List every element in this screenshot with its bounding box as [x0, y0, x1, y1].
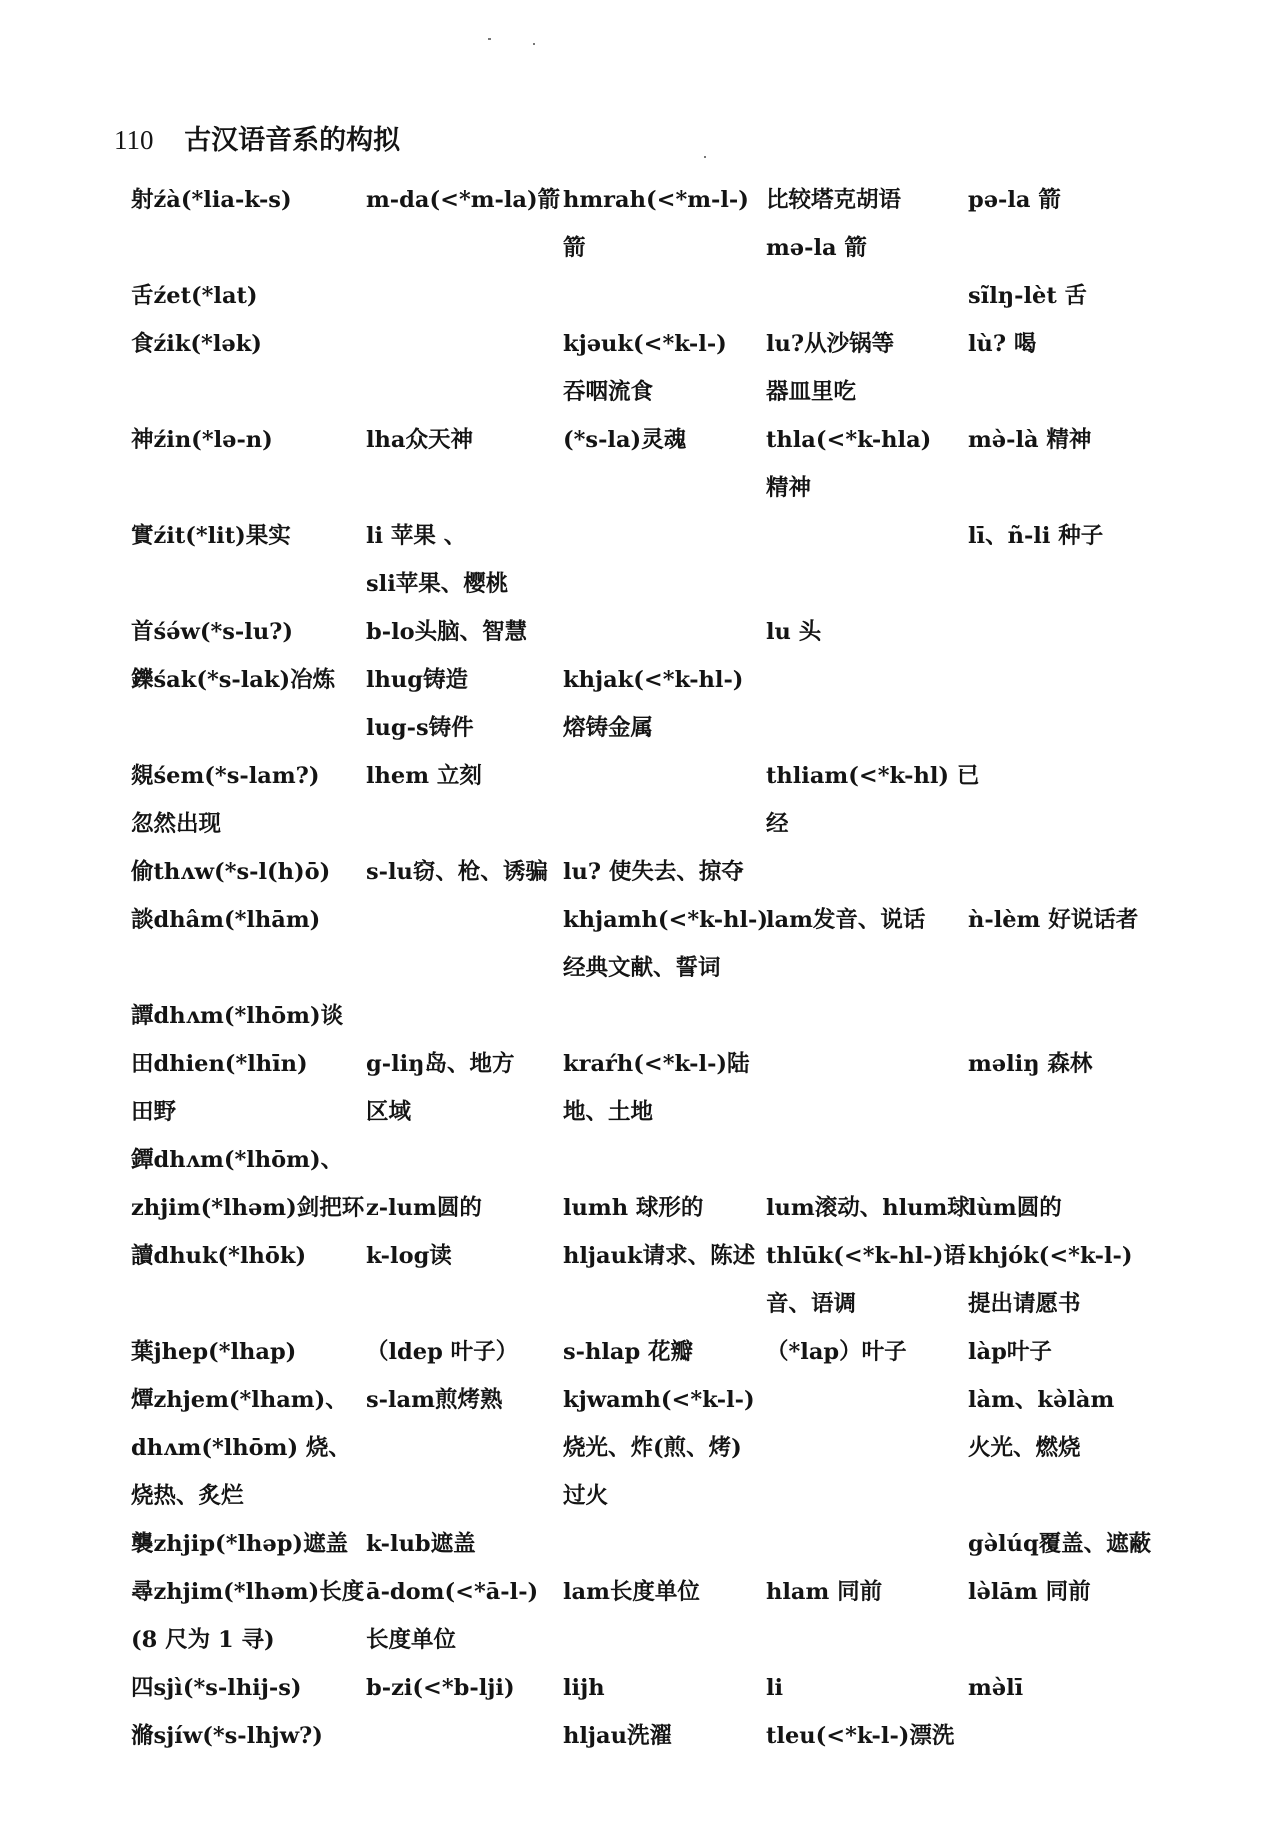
cell-tibetan: s-lam煎烤熟: [366, 1387, 503, 1413]
cell-burmese: 熔铸金属: [563, 715, 654, 741]
cell-burmese: (*s-la)灵魂: [563, 427, 687, 453]
cell-old-chinese: 譚dhʌm(*lhōm)谈: [131, 1003, 344, 1029]
running-header: [114, 118, 400, 157]
chapter-title: 古汉语音系的构拟: [184, 125, 401, 156]
cell-old-chinese: 食źik(*lək): [131, 331, 262, 357]
cell-old-chinese: 首śə́w(*s-lu?): [131, 619, 294, 645]
cell-kuki-chin: 精神: [766, 475, 812, 501]
cell-kuki-chin: 音、语调: [766, 1291, 857, 1317]
cell-kuki-chin: lu?从沙锅等: [766, 331, 895, 357]
cell-kuki-chin: tleu(<*k-l-)漂洗: [766, 1723, 955, 1749]
cell-kuki-chin: lu 头: [766, 619, 822, 645]
cell-burmese: 过火: [563, 1483, 609, 1509]
cell-burmese: 经典文献、誓词: [563, 955, 721, 981]
cell-burmese: kjəuk(<*k-l-): [563, 331, 727, 357]
cell-kuki-chin: 比较塔克胡语: [766, 187, 902, 213]
cell-tibetan: g-liŋ岛、地方: [366, 1051, 515, 1077]
cell-lepcha: lù? 喝: [968, 331, 1037, 357]
cell-burmese: 吞咽流食: [563, 379, 654, 405]
cell-tibetan: m-da(<*m-la)箭: [366, 187, 561, 213]
cell-tibetan: （ldep 叶子）: [366, 1339, 519, 1365]
cell-kuki-chin: hlam 同前: [766, 1579, 883, 1605]
cell-kuki-chin: lum滚动、hlum球: [766, 1195, 970, 1221]
cell-old-chinese: 偷thʌw(*s-l(h)ō): [131, 859, 331, 885]
cell-burmese: hljauk请求、陈述: [563, 1243, 756, 1269]
cell-tibetan: lug-s铸件: [366, 715, 474, 741]
cell-old-chinese: 鐔dhʌm(*lhōm)、: [131, 1147, 344, 1173]
cell-tibetan: k-lub遮盖: [366, 1531, 476, 1557]
page-number: 110: [114, 125, 154, 155]
cell-burmese: lu? 使失去、掠夺: [563, 859, 744, 885]
scan-speck: [533, 43, 535, 45]
cell-lepcha: mə̀lī: [968, 1675, 1024, 1701]
cell-old-chinese: 神źin(*lə-n): [131, 427, 273, 453]
cell-burmese: 地、土地: [563, 1099, 654, 1125]
cell-burmese: lijh: [563, 1675, 605, 1701]
cell-old-chinese: 田dhien(*lhīn): [131, 1051, 308, 1077]
cell-burmese: s-hlap 花瓣: [563, 1339, 694, 1365]
scan-speck: [488, 38, 491, 40]
cell-old-chinese: dhʌm(*lhōm) 烧、: [131, 1435, 351, 1461]
scan-speck: [704, 156, 706, 158]
cell-old-chinese: 尋zhjim(*lhəm)长度: [131, 1579, 365, 1605]
cell-lepcha: lùm圆的: [968, 1195, 1062, 1221]
cell-lepcha: khjók(<*k-l-): [968, 1243, 1133, 1269]
cell-burmese: 烧光、炸(煎、烤): [563, 1435, 742, 1461]
cell-burmese: lam长度单位: [563, 1579, 700, 1605]
cell-kuki-chin: （*lap）叶子: [766, 1339, 907, 1365]
cell-old-chinese: 田野: [131, 1099, 177, 1125]
cell-old-chinese: zhjim(*lhəm)剑把环: [131, 1195, 365, 1221]
cell-kuki-chin: 经: [766, 811, 789, 837]
cell-tibetan: k-log读: [366, 1243, 452, 1269]
cell-tibetan: sli苹果、樱桃: [366, 571, 509, 597]
cell-tibetan: ā-dom(<*ā-l-): [366, 1579, 539, 1605]
cell-tibetan: 长度单位: [366, 1627, 457, 1653]
cell-tibetan: b-lo头脑、智慧: [366, 619, 528, 645]
cell-kuki-chin: thliam(<*k-hl) 已: [766, 763, 980, 789]
cell-kuki-chin: li: [766, 1675, 784, 1701]
cell-old-chinese: 烧热、炙烂: [131, 1483, 244, 1509]
cell-tibetan: lha众天神: [366, 427, 473, 453]
cell-old-chinese: 實źit(*lit)果实: [131, 523, 291, 549]
cell-lepcha: làm、kə̀làm: [968, 1387, 1115, 1413]
cell-burmese: lumh 球形的: [563, 1195, 704, 1221]
cell-lepcha: pə-la 箭: [968, 187, 1061, 213]
cell-lepcha: sĩlŋ-lèt 舌: [968, 283, 1088, 309]
cell-tibetan: lhug铸造: [366, 667, 468, 693]
cell-tibetan: z-lum圆的: [366, 1195, 482, 1221]
cell-kuki-chin: thlūk(<*k-hl-)语: [766, 1243, 966, 1269]
cell-old-chinese: 鑠śak(*s-lak)冶炼: [131, 667, 336, 693]
cell-lepcha: gə̀lúq覆盖、遮蔽: [968, 1531, 1152, 1557]
cell-tibetan: li 苹果 、: [366, 523, 467, 549]
cell-old-chinese: 舌źet(*lat): [131, 283, 258, 309]
cell-lepcha: lī、ñ-li 种子: [968, 523, 1104, 549]
cell-old-chinese: 忽然出现: [131, 811, 222, 837]
cell-old-chinese: 射źà(*lia-k-s): [131, 187, 292, 213]
cell-lepcha: 提出请愿书: [968, 1291, 1081, 1317]
cell-old-chinese: 燂zhjem(*lham)、: [131, 1387, 348, 1413]
cell-burmese: khjak(<*k-hl-): [563, 667, 744, 693]
cell-lepcha: 火光、燃烧: [968, 1435, 1081, 1461]
cell-tibetan: s-lu窃、枪、诱骗: [366, 859, 548, 885]
cell-lepcha: làp叶子: [968, 1339, 1052, 1365]
cell-old-chinese: (8 尺为 1 寻): [131, 1627, 275, 1653]
cell-old-chinese: 談dhâm(*lhām): [131, 907, 321, 933]
cell-old-chinese: 襲zhjip(*lhəp)遮盖: [131, 1531, 349, 1557]
cell-burmese: kraŕh(<*k-l-)陆: [563, 1051, 750, 1077]
cell-burmese: kjwamh(<*k-l-): [563, 1387, 755, 1413]
cell-tibetan: 区域: [366, 1099, 412, 1125]
cell-old-chinese: 四sjì(*s-lhij-s): [131, 1675, 302, 1701]
cell-old-chinese: 葉jhep(*lhap): [131, 1339, 297, 1365]
cell-lepcha: ǹ-lèm 好说话者: [968, 907, 1139, 933]
cell-lepcha: mə̀-là 精神: [968, 427, 1092, 453]
cell-kuki-chin: mə-la 箭: [766, 235, 867, 261]
cell-old-chinese: 讀dhuk(*lhōk): [131, 1243, 307, 1269]
cell-kuki-chin: 器皿里吃: [766, 379, 857, 405]
cell-kuki-chin: lam发音、说话: [766, 907, 926, 933]
cell-tibetan: b-zi(<*b-lji): [366, 1675, 515, 1701]
cell-burmese: hljau洗濯: [563, 1723, 672, 1749]
cell-burmese: 箭: [563, 235, 586, 261]
cell-old-chinese: 覢śem(*s-lam?): [131, 763, 320, 789]
cell-burmese: khjamh(<*k-hl-): [563, 907, 769, 933]
cell-lepcha: lə̀lām 同前: [968, 1579, 1091, 1605]
cell-kuki-chin: thla(<*k-hla): [766, 427, 932, 453]
cell-burmese: hmrah(<*m-l-): [563, 187, 749, 213]
cell-lepcha: məliŋ 森林: [968, 1051, 1093, 1077]
cell-tibetan: lhem 立刻: [366, 763, 482, 789]
cell-old-chinese: 滫sjíw(*s-lhjw?): [131, 1723, 323, 1749]
